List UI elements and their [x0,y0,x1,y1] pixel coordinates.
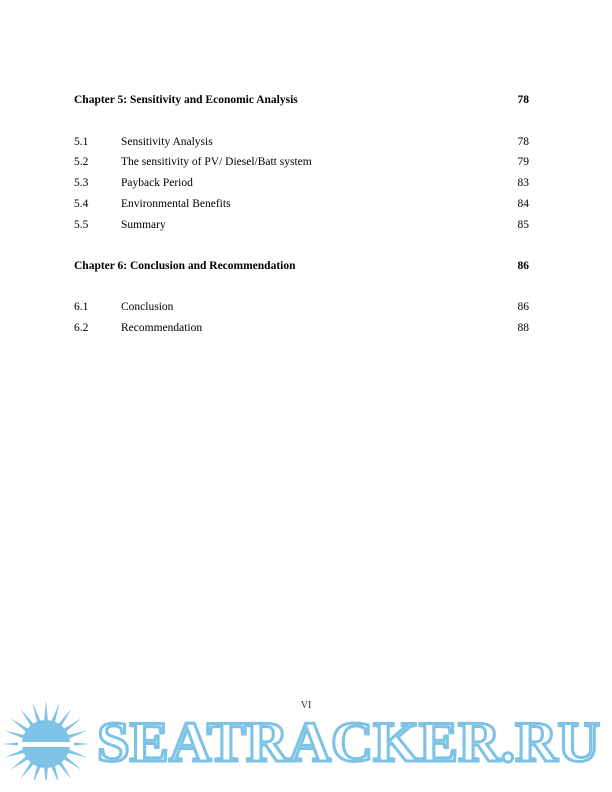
sun-ray [66,730,88,739]
section-number: 5.3 [74,177,89,189]
section-page-number: 84 [517,198,529,210]
seatracker-watermark [0,700,612,780]
section-page-number: 88 [517,322,529,334]
section-title: Sensitivity Analysis [121,136,213,148]
watermark-text: SEATRACKER.RU [97,711,600,774]
sun-horizon [18,742,74,747]
section-title: Summary [121,219,166,231]
sun-ray [66,749,88,758]
section-page-number: 83 [517,177,529,189]
sun-ray [4,730,26,739]
section-title: Payback Period [121,177,193,189]
section-number: 5.4 [74,198,89,210]
chapter-title: Chapter 6: Conclusion and Recommendation [74,260,296,272]
section-number: 6.1 [74,301,89,313]
chapter-page-number: 86 [517,260,529,272]
page-number-footer: VI [300,700,312,711]
section-page-number: 79 [517,156,529,168]
section-page-number: 86 [517,301,529,313]
section-title: Environmental Benefits [121,198,231,210]
section-title: Conclusion [121,301,174,313]
chapter-title: Chapter 5: Sensitivity and Economic Analysis [74,94,298,106]
section-number: 6.2 [74,322,89,334]
section-title: Recommendation [121,322,203,334]
sun-ray [4,749,26,758]
section-page-number: 78 [517,136,529,148]
section-title: The sensitivity of PV/ Diesel/Batt system [121,156,312,168]
section-number: 5.5 [74,219,89,231]
chapter-page-number: 78 [517,94,529,106]
section-number: 5.2 [74,156,89,168]
sun-ray [44,766,48,780]
sun-icon [2,700,90,780]
section-page-number: 85 [517,219,529,231]
section-number: 5.1 [74,136,89,148]
